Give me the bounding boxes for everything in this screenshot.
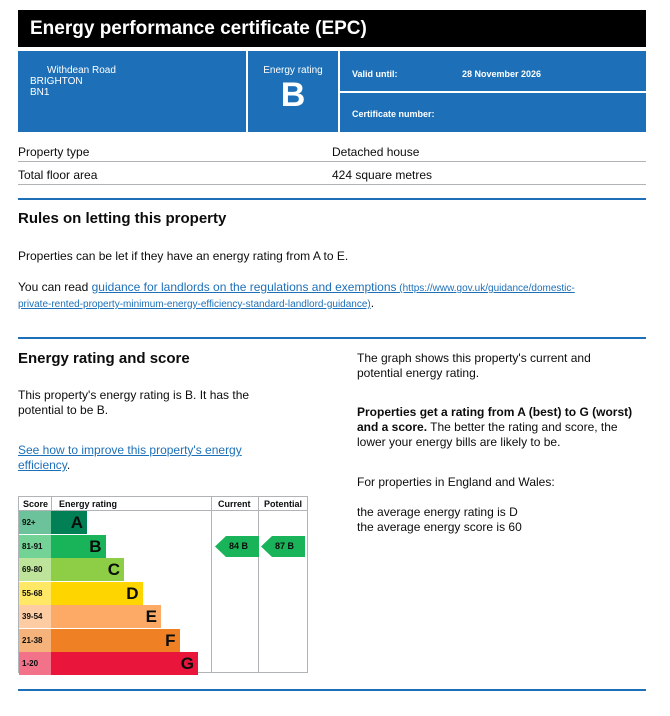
band-score-range: 21-38 bbox=[19, 629, 51, 652]
address-line: Withdean Road bbox=[47, 65, 116, 76]
rating-explanation bbox=[357, 405, 632, 450]
energy-heading: Energy rating and score bbox=[18, 350, 190, 367]
current-rating-arrow bbox=[215, 536, 259, 557]
band-bar-g bbox=[51, 652, 198, 675]
potential-column-header: Potential bbox=[264, 499, 303, 509]
epc-summary-header bbox=[18, 51, 646, 132]
band-letter: E bbox=[145, 607, 157, 626]
improve-efficiency-paragraph bbox=[18, 443, 242, 473]
energy-rating-letter: B bbox=[280, 76, 306, 114]
link-url-text: private-rented-property-minimum-energy-efficiency-standard-landlord-guidance) bbox=[18, 299, 371, 310]
letting-heading: Rules on letting this property bbox=[18, 210, 227, 227]
energy-rating-chart bbox=[18, 496, 308, 673]
rating-column-header: Energy rating bbox=[59, 499, 118, 509]
text-line: Properties get a rating from A (best) to G (worst) bbox=[357, 405, 633, 419]
average-ratings bbox=[357, 505, 522, 535]
band-letter: C bbox=[107, 560, 120, 579]
column-divider bbox=[258, 497, 259, 672]
landlord-guidance-link[interactable] bbox=[18, 280, 575, 310]
text-line: the average energy score is 60 bbox=[357, 520, 522, 534]
section-divider bbox=[18, 689, 646, 691]
band-bar-c bbox=[51, 558, 124, 581]
letting-paragraph: Properties can be let if they have an energy rating from A to E. bbox=[18, 249, 349, 263]
text-line: This property's energy rating is B. It has the bbox=[18, 388, 250, 402]
current-column-header: Current bbox=[218, 499, 251, 509]
band-score-range: 69-80 bbox=[19, 558, 51, 581]
floor-area-row bbox=[18, 163, 646, 185]
band-bar-f bbox=[51, 629, 180, 652]
text-line: potential energy rating. bbox=[357, 366, 480, 380]
score-column-header: Score bbox=[23, 499, 49, 509]
band-letter: B bbox=[89, 536, 102, 556]
band-letter: G bbox=[180, 654, 194, 673]
link-text: efficiency bbox=[18, 458, 67, 472]
band-score-range: 55-68 bbox=[19, 582, 51, 605]
letting-guidance-paragraph bbox=[18, 280, 638, 312]
link-url-text: (https://www.gov.uk/guidance/domestic- bbox=[396, 283, 575, 294]
column-divider bbox=[211, 497, 212, 672]
band-bar-b bbox=[51, 535, 106, 558]
text-line: lower your energy bills are likely to be. bbox=[357, 435, 561, 449]
section-divider bbox=[18, 337, 646, 339]
improve-efficiency-link[interactable] bbox=[18, 443, 242, 472]
address-line: BRIGHTON bbox=[30, 76, 83, 87]
section-divider bbox=[18, 198, 646, 200]
band-score-range: 92+ bbox=[19, 511, 51, 534]
page-title: Energy performance certificate (EPC) bbox=[18, 10, 646, 47]
floor-area-value: 424 square metres bbox=[332, 168, 433, 182]
text-line: potential to be B. bbox=[18, 403, 109, 417]
property-address bbox=[30, 65, 116, 98]
band-letter: A bbox=[70, 513, 83, 532]
band-score-range: 1-20 bbox=[19, 652, 51, 675]
column-divider bbox=[51, 497, 52, 511]
band-score-range: 81-91 bbox=[19, 535, 51, 558]
link-text: See how to improve this property's energy bbox=[18, 443, 242, 457]
link-text: guidance for landlords on the regulations and exemptions bbox=[91, 280, 397, 294]
floor-area-label: Total floor area bbox=[18, 168, 98, 182]
property-type-value: Detached house bbox=[332, 145, 420, 159]
region-note: For properties in England and Wales: bbox=[357, 475, 555, 489]
valid-until-value: 28 November 2026 bbox=[462, 69, 542, 79]
address-line: BN1 bbox=[30, 87, 50, 98]
certificate-number-label: Certificate number: bbox=[352, 109, 435, 119]
text: The better the rating and score, the bbox=[427, 420, 618, 434]
text-line: The graph shows this property's current and bbox=[357, 351, 591, 365]
text: . bbox=[370, 296, 375, 310]
text: and a score. bbox=[357, 420, 428, 434]
band-letter: F bbox=[165, 630, 176, 650]
potential-rating-arrow bbox=[261, 536, 305, 557]
band-bar-d bbox=[51, 582, 143, 605]
property-type-label: Property type bbox=[18, 145, 90, 159]
energy-rating-paragraph bbox=[18, 388, 249, 418]
text: . bbox=[66, 458, 71, 472]
property-type-row bbox=[18, 140, 646, 162]
band-letter: D bbox=[126, 583, 139, 603]
band-score-range: 39-54 bbox=[19, 605, 51, 628]
band-bar-a bbox=[51, 511, 87, 534]
energy-rating-label: Energy rating bbox=[263, 65, 323, 76]
current-rating-arrow-label: 84 B bbox=[229, 540, 249, 551]
energy-rating-cell bbox=[248, 51, 338, 132]
band-bar-e bbox=[51, 605, 161, 628]
text: You can read bbox=[18, 280, 92, 294]
valid-until-label: Valid until: bbox=[352, 69, 398, 79]
divider bbox=[340, 91, 646, 93]
potential-rating-arrow-label: 87 B bbox=[275, 540, 295, 551]
graph-description bbox=[357, 351, 591, 381]
text-line: the average energy rating is D bbox=[357, 505, 518, 519]
